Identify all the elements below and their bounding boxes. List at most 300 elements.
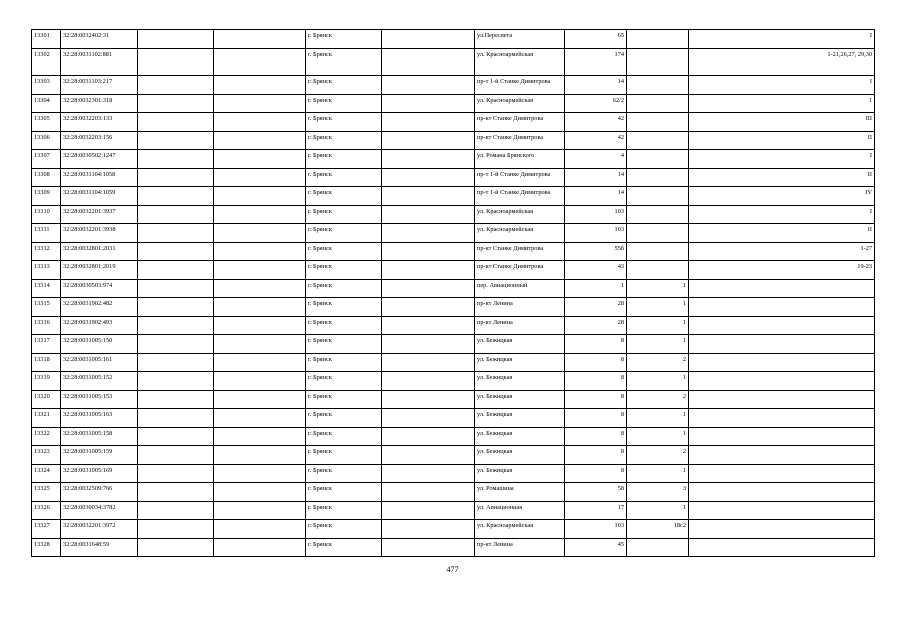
empty-cell xyxy=(382,242,475,261)
empty-cell xyxy=(138,427,214,446)
empty-cell xyxy=(138,168,214,187)
empty-cell xyxy=(382,298,475,317)
street-cell: ул. Красноармейская xyxy=(475,94,565,113)
table-row xyxy=(32,390,875,409)
cadastral-number-cell: 32:28:0031005:163 xyxy=(61,409,138,428)
city-cell: г. Брянск xyxy=(306,224,382,243)
premises-number-cell: IV xyxy=(689,187,875,206)
row-number-cell: 13327 xyxy=(32,520,61,539)
empty-cell xyxy=(138,446,214,465)
table-row xyxy=(32,427,875,446)
row-number-cell: 13325 xyxy=(32,483,61,502)
empty-cell xyxy=(138,76,214,95)
empty-cell xyxy=(214,298,306,317)
cadastral-number-cell: 32:28:0031005:169 xyxy=(61,464,138,483)
empty-cell xyxy=(382,168,475,187)
street-cell: пр-т 1-й Станке Димитрова xyxy=(475,168,565,187)
empty-cell xyxy=(138,501,214,520)
empty-cell xyxy=(138,150,214,169)
city-cell: г. Брянск xyxy=(306,113,382,132)
city-cell: г. Брянск xyxy=(306,316,382,335)
cadastral-number-cell: 32:28:0032402:31 xyxy=(61,30,138,49)
street-cell: ул. Бежицкая xyxy=(475,390,565,409)
building-number-cell xyxy=(627,48,689,76)
empty-cell xyxy=(382,409,475,428)
house-number-cell: 8 xyxy=(565,409,627,428)
house-number-cell: 8 xyxy=(565,390,627,409)
building-number-cell xyxy=(627,205,689,224)
empty-cell xyxy=(138,261,214,280)
house-number-cell: 45 xyxy=(565,538,627,557)
house-number-cell: 42 xyxy=(565,113,627,132)
city-cell: г. Брянск xyxy=(306,353,382,372)
empty-cell xyxy=(214,261,306,280)
row-number-cell: 13322 xyxy=(32,427,61,446)
building-number-cell: 18с2 xyxy=(627,520,689,539)
premises-number-cell: II xyxy=(689,168,875,187)
city-cell: г. Брянск xyxy=(306,279,382,298)
table-row xyxy=(32,168,875,187)
street-cell: ул. Ромашина xyxy=(475,483,565,502)
table-row xyxy=(32,48,875,76)
row-number-cell: 13326 xyxy=(32,501,61,520)
empty-cell xyxy=(214,335,306,354)
table-row xyxy=(32,242,875,261)
premises-number-cell: II xyxy=(689,131,875,150)
empty-cell xyxy=(382,261,475,280)
empty-cell xyxy=(382,446,475,465)
cadastral-number-cell: 32:28:0031005:158 xyxy=(61,427,138,446)
cadastral-number-cell: 32:28:0032801:2031 xyxy=(61,242,138,261)
city-cell: г. Брянск xyxy=(306,131,382,150)
row-number-cell: 13305 xyxy=(32,113,61,132)
house-number-cell: 43 xyxy=(565,261,627,280)
street-cell: пр-т 1-й Станке Димитрова xyxy=(475,187,565,206)
empty-cell xyxy=(382,353,475,372)
city-cell: г. Брянск xyxy=(306,150,382,169)
empty-cell xyxy=(138,316,214,335)
city-cell: г. Брянск xyxy=(306,390,382,409)
city-cell: г. Брянск xyxy=(306,30,382,49)
row-number-cell: 13328 xyxy=(32,538,61,557)
building-number-cell: 1 xyxy=(627,335,689,354)
house-number-cell: 8 xyxy=(565,353,627,372)
row-number-cell: 13302 xyxy=(32,48,61,76)
empty-cell xyxy=(214,427,306,446)
table-row xyxy=(32,261,875,280)
house-number-cell: 42 xyxy=(565,131,627,150)
city-cell: г. Брянск xyxy=(306,483,382,502)
cadastral-number-cell: 32:28:0032801:2019 xyxy=(61,261,138,280)
street-cell: ул. Красноармейская xyxy=(475,205,565,224)
city-cell: г. Брянск xyxy=(306,187,382,206)
premises-number-cell xyxy=(689,335,875,354)
empty-cell xyxy=(214,464,306,483)
street-cell: ул. Бежицкая xyxy=(475,409,565,428)
premises-number-cell: 1 xyxy=(689,94,875,113)
empty-cell xyxy=(138,464,214,483)
table-row xyxy=(32,94,875,113)
city-cell: г. Брянск xyxy=(306,427,382,446)
building-number-cell xyxy=(627,30,689,49)
empty-cell xyxy=(214,316,306,335)
premises-number-cell: I xyxy=(689,150,875,169)
row-number-cell: 13324 xyxy=(32,464,61,483)
row-number-cell: 13301 xyxy=(32,30,61,49)
empty-cell xyxy=(214,390,306,409)
premises-number-cell xyxy=(689,538,875,557)
building-number-cell: 1 xyxy=(627,464,689,483)
street-cell: ул. Бежицкая xyxy=(475,446,565,465)
street-cell: пр-кт Станке Димитрова xyxy=(475,113,565,132)
empty-cell xyxy=(214,538,306,557)
empty-cell xyxy=(138,335,214,354)
row-number-cell: 13309 xyxy=(32,187,61,206)
table-row xyxy=(32,335,875,354)
cadastral-number-cell: 32:28:0032301:318 xyxy=(61,94,138,113)
empty-cell xyxy=(138,205,214,224)
street-cell: ул. Бежицкая xyxy=(475,427,565,446)
row-number-cell: 13303 xyxy=(32,76,61,95)
premises-number-cell xyxy=(689,316,875,335)
row-number-cell: 13320 xyxy=(32,390,61,409)
empty-cell xyxy=(138,224,214,243)
table-row xyxy=(32,409,875,428)
empty-cell xyxy=(382,501,475,520)
cadastral-number-cell: 32:28:0031648:59 xyxy=(61,538,138,557)
empty-cell xyxy=(214,48,306,76)
premises-number-cell xyxy=(689,427,875,446)
premises-number-cell: 19-23 xyxy=(689,261,875,280)
table-row xyxy=(32,501,875,520)
building-number-cell: 1 xyxy=(627,316,689,335)
house-number-cell: 8 xyxy=(565,372,627,391)
table-row xyxy=(32,76,875,95)
city-cell: г. Брянск xyxy=(306,48,382,76)
row-number-cell: 13313 xyxy=(32,261,61,280)
empty-cell xyxy=(382,335,475,354)
city-cell: г. Брянск xyxy=(306,261,382,280)
cadastral-number-cell: 32:28:0032201:3937 xyxy=(61,205,138,224)
empty-cell xyxy=(138,30,214,49)
empty-cell xyxy=(214,483,306,502)
table-row xyxy=(32,446,875,465)
house-number-cell: 58 xyxy=(565,483,627,502)
street-cell: ул. Бежицкая xyxy=(475,335,565,354)
street-cell: пр-кт Ленина xyxy=(475,316,565,335)
street-cell: ул. Красноармейская xyxy=(475,224,565,243)
table-row xyxy=(32,150,875,169)
premises-number-cell xyxy=(689,483,875,502)
empty-cell xyxy=(382,48,475,76)
empty-cell xyxy=(138,372,214,391)
empty-cell xyxy=(138,353,214,372)
empty-cell xyxy=(214,150,306,169)
building-number-cell xyxy=(627,113,689,132)
house-number-cell: 65 xyxy=(565,30,627,49)
table-row xyxy=(32,205,875,224)
row-number-cell: 13316 xyxy=(32,316,61,335)
building-number-cell: 1 xyxy=(627,427,689,446)
empty-cell xyxy=(382,390,475,409)
house-number-cell: 8 xyxy=(565,335,627,354)
building-number-cell xyxy=(627,261,689,280)
empty-cell xyxy=(382,113,475,132)
premises-number-cell: II xyxy=(689,224,875,243)
building-number-cell xyxy=(627,187,689,206)
row-number-cell: 13321 xyxy=(32,409,61,428)
premises-number-cell: III xyxy=(689,113,875,132)
street-cell: ул. Бежицкая xyxy=(475,372,565,391)
street-cell: пер. Авиационный xyxy=(475,279,565,298)
building-number-cell: 1 xyxy=(627,409,689,428)
street-cell: пр-кт Ленина xyxy=(475,298,565,317)
row-number-cell: 13304 xyxy=(32,94,61,113)
table-row xyxy=(32,30,875,49)
table-row xyxy=(32,224,875,243)
house-number-cell: 103 xyxy=(565,520,627,539)
street-cell: пр-кт Станке Димитрова xyxy=(475,131,565,150)
empty-cell xyxy=(382,520,475,539)
cadastral-number-cell: 32:28:0031104:1058 xyxy=(61,168,138,187)
registry-table xyxy=(31,29,875,557)
empty-cell xyxy=(214,224,306,243)
city-cell: г. Брянск xyxy=(306,520,382,539)
street-cell: ул. Авиационная xyxy=(475,501,565,520)
empty-cell xyxy=(214,372,306,391)
building-number-cell: 2 xyxy=(627,390,689,409)
table-row xyxy=(32,187,875,206)
city-cell: г. Брянск xyxy=(306,205,382,224)
city-cell: г. Брянск xyxy=(306,76,382,95)
house-number-cell: 14 xyxy=(565,76,627,95)
page-number: 477 xyxy=(446,565,459,574)
street-cell: ул. Красноармейская xyxy=(475,520,565,539)
row-number-cell: 13315 xyxy=(32,298,61,317)
empty-cell xyxy=(382,316,475,335)
table-row xyxy=(32,131,875,150)
city-cell: г. Брянск xyxy=(306,464,382,483)
table-row xyxy=(32,538,875,557)
empty-cell xyxy=(382,131,475,150)
empty-cell xyxy=(382,372,475,391)
building-number-cell xyxy=(627,131,689,150)
house-number-cell: 4 xyxy=(565,150,627,169)
empty-cell xyxy=(214,279,306,298)
city-cell: г. Брянск xyxy=(306,501,382,520)
cadastral-number-cell: 32:28:0031902:482 xyxy=(61,298,138,317)
table-row xyxy=(32,520,875,539)
cadastral-number-cell: 32:28:0031005:150 xyxy=(61,335,138,354)
empty-cell xyxy=(214,501,306,520)
premises-number-cell: 1-27 xyxy=(689,242,875,261)
table-row xyxy=(32,279,875,298)
street-cell: пр-кт Станке Димитрова xyxy=(475,242,565,261)
building-number-cell xyxy=(627,150,689,169)
empty-cell xyxy=(214,76,306,95)
empty-cell xyxy=(214,409,306,428)
house-number-cell: 103 xyxy=(565,224,627,243)
cadastral-number-cell: 32:28:0030503:974 xyxy=(61,279,138,298)
empty-cell xyxy=(138,538,214,557)
premises-number-cell xyxy=(689,501,875,520)
empty-cell xyxy=(138,520,214,539)
row-number-cell: 13307 xyxy=(32,150,61,169)
premises-number-cell xyxy=(689,353,875,372)
building-number-cell: 2 xyxy=(627,446,689,465)
building-number-cell xyxy=(627,94,689,113)
empty-cell xyxy=(382,94,475,113)
empty-cell xyxy=(138,483,214,502)
building-number-cell: 1 xyxy=(627,298,689,317)
row-number-cell: 13314 xyxy=(32,279,61,298)
house-number-cell: 174 xyxy=(565,48,627,76)
table-row xyxy=(32,372,875,391)
premises-number-cell xyxy=(689,520,875,539)
premises-number-cell xyxy=(689,409,875,428)
empty-cell xyxy=(382,76,475,95)
house-number-cell: 8 xyxy=(565,446,627,465)
empty-cell xyxy=(382,464,475,483)
empty-cell xyxy=(382,187,475,206)
house-number-cell: 1 xyxy=(565,279,627,298)
building-number-cell: 1 xyxy=(627,501,689,520)
house-number-cell: 28 xyxy=(565,316,627,335)
premises-number-cell: I xyxy=(689,30,875,49)
premises-number-cell xyxy=(689,372,875,391)
premises-number-cell xyxy=(689,464,875,483)
building-number-cell xyxy=(627,76,689,95)
empty-cell xyxy=(138,390,214,409)
empty-cell xyxy=(214,446,306,465)
house-number-cell: 14 xyxy=(565,187,627,206)
table-row xyxy=(32,353,875,372)
cadastral-number-cell: 32:28:0030034:3782 xyxy=(61,501,138,520)
empty-cell xyxy=(382,279,475,298)
empty-cell xyxy=(214,205,306,224)
building-number-cell xyxy=(627,242,689,261)
street-cell: ул. Бежицкая xyxy=(475,464,565,483)
city-cell: г. Брянск xyxy=(306,94,382,113)
premises-number-cell xyxy=(689,446,875,465)
house-number-cell: 103 xyxy=(565,205,627,224)
table-row xyxy=(32,316,875,335)
empty-cell xyxy=(382,205,475,224)
table-row xyxy=(32,464,875,483)
city-cell: г. Брянск xyxy=(306,538,382,557)
premises-number-cell xyxy=(689,298,875,317)
city-cell: г. Брянск xyxy=(306,335,382,354)
house-number-cell: 55б xyxy=(565,242,627,261)
house-number-cell: 14 xyxy=(565,168,627,187)
street-cell: пр-кт Ленина xyxy=(475,538,565,557)
table-row xyxy=(32,483,875,502)
empty-cell xyxy=(214,131,306,150)
empty-cell xyxy=(382,30,475,49)
house-number-cell: 62/2 xyxy=(565,94,627,113)
row-number-cell: 13308 xyxy=(32,168,61,187)
building-number-cell xyxy=(627,538,689,557)
cadastral-number-cell: 32:28:0032201:3972 xyxy=(61,520,138,539)
city-cell: г. Брянск xyxy=(306,242,382,261)
building-number-cell xyxy=(627,224,689,243)
city-cell: г. Брянск xyxy=(306,372,382,391)
street-cell: пр-кт Станке Димитрова xyxy=(475,261,565,280)
building-number-cell: 1 xyxy=(627,279,689,298)
city-cell: г. Брянск xyxy=(306,446,382,465)
row-number-cell: 13317 xyxy=(32,335,61,354)
cadastral-number-cell: 32:28:0031103:217 xyxy=(61,76,138,95)
city-cell: г. Брянск xyxy=(306,168,382,187)
premises-number-cell xyxy=(689,279,875,298)
building-number-cell xyxy=(627,168,689,187)
cadastral-number-cell: 32:28:0031902:493 xyxy=(61,316,138,335)
street-cell: ул. Бежицкая xyxy=(475,353,565,372)
table-row xyxy=(32,113,875,132)
cadastral-number-cell: 32:28:0030502:1247 xyxy=(61,150,138,169)
row-number-cell: 13319 xyxy=(32,372,61,391)
empty-cell xyxy=(138,113,214,132)
registry-table-body xyxy=(32,30,875,557)
table-row xyxy=(32,298,875,317)
cadastral-number-cell: 32:28:0031005:159 xyxy=(61,446,138,465)
premises-number-cell: 1-21,26,27, 29,30 xyxy=(689,48,875,76)
empty-cell xyxy=(382,483,475,502)
cadastral-number-cell: 32:28:0031005:161 xyxy=(61,353,138,372)
row-number-cell: 13312 xyxy=(32,242,61,261)
cadastral-number-cell: 32:28:0032509:766 xyxy=(61,483,138,502)
empty-cell xyxy=(382,150,475,169)
empty-cell xyxy=(382,224,475,243)
row-number-cell: 13323 xyxy=(32,446,61,465)
building-number-cell: 3 xyxy=(627,483,689,502)
street-cell: ул. Красноармейская xyxy=(475,48,565,76)
empty-cell xyxy=(214,242,306,261)
empty-cell xyxy=(382,538,475,557)
house-number-cell: 8 xyxy=(565,427,627,446)
street-cell: ул.Пересвета xyxy=(475,30,565,49)
premises-number-cell xyxy=(689,390,875,409)
street-cell: ул. Романа Брянского xyxy=(475,150,565,169)
cadastral-number-cell: 32:28:0031102:881 xyxy=(61,48,138,76)
cadastral-number-cell: 32:28:0031104:1059 xyxy=(61,187,138,206)
building-number-cell: 2 xyxy=(627,353,689,372)
premises-number-cell: I xyxy=(689,76,875,95)
house-number-cell: 8 xyxy=(565,464,627,483)
empty-cell xyxy=(138,131,214,150)
house-number-cell: 28 xyxy=(565,298,627,317)
empty-cell xyxy=(214,187,306,206)
empty-cell xyxy=(214,353,306,372)
row-number-cell: 13318 xyxy=(32,353,61,372)
empty-cell xyxy=(382,427,475,446)
row-number-cell: 13311 xyxy=(32,224,61,243)
cadastral-number-cell: 32:28:0031005:152 xyxy=(61,372,138,391)
cadastral-number-cell: 32:28:0031005:153 xyxy=(61,390,138,409)
empty-cell xyxy=(214,113,306,132)
premises-number-cell: I xyxy=(689,205,875,224)
empty-cell xyxy=(138,48,214,76)
empty-cell xyxy=(138,187,214,206)
building-number-cell: 1 xyxy=(627,372,689,391)
empty-cell xyxy=(214,520,306,539)
empty-cell xyxy=(214,168,306,187)
empty-cell xyxy=(214,94,306,113)
empty-cell xyxy=(138,298,214,317)
empty-cell xyxy=(138,279,214,298)
empty-cell xyxy=(138,242,214,261)
cadastral-number-cell: 32:28:0032201:3938 xyxy=(61,224,138,243)
